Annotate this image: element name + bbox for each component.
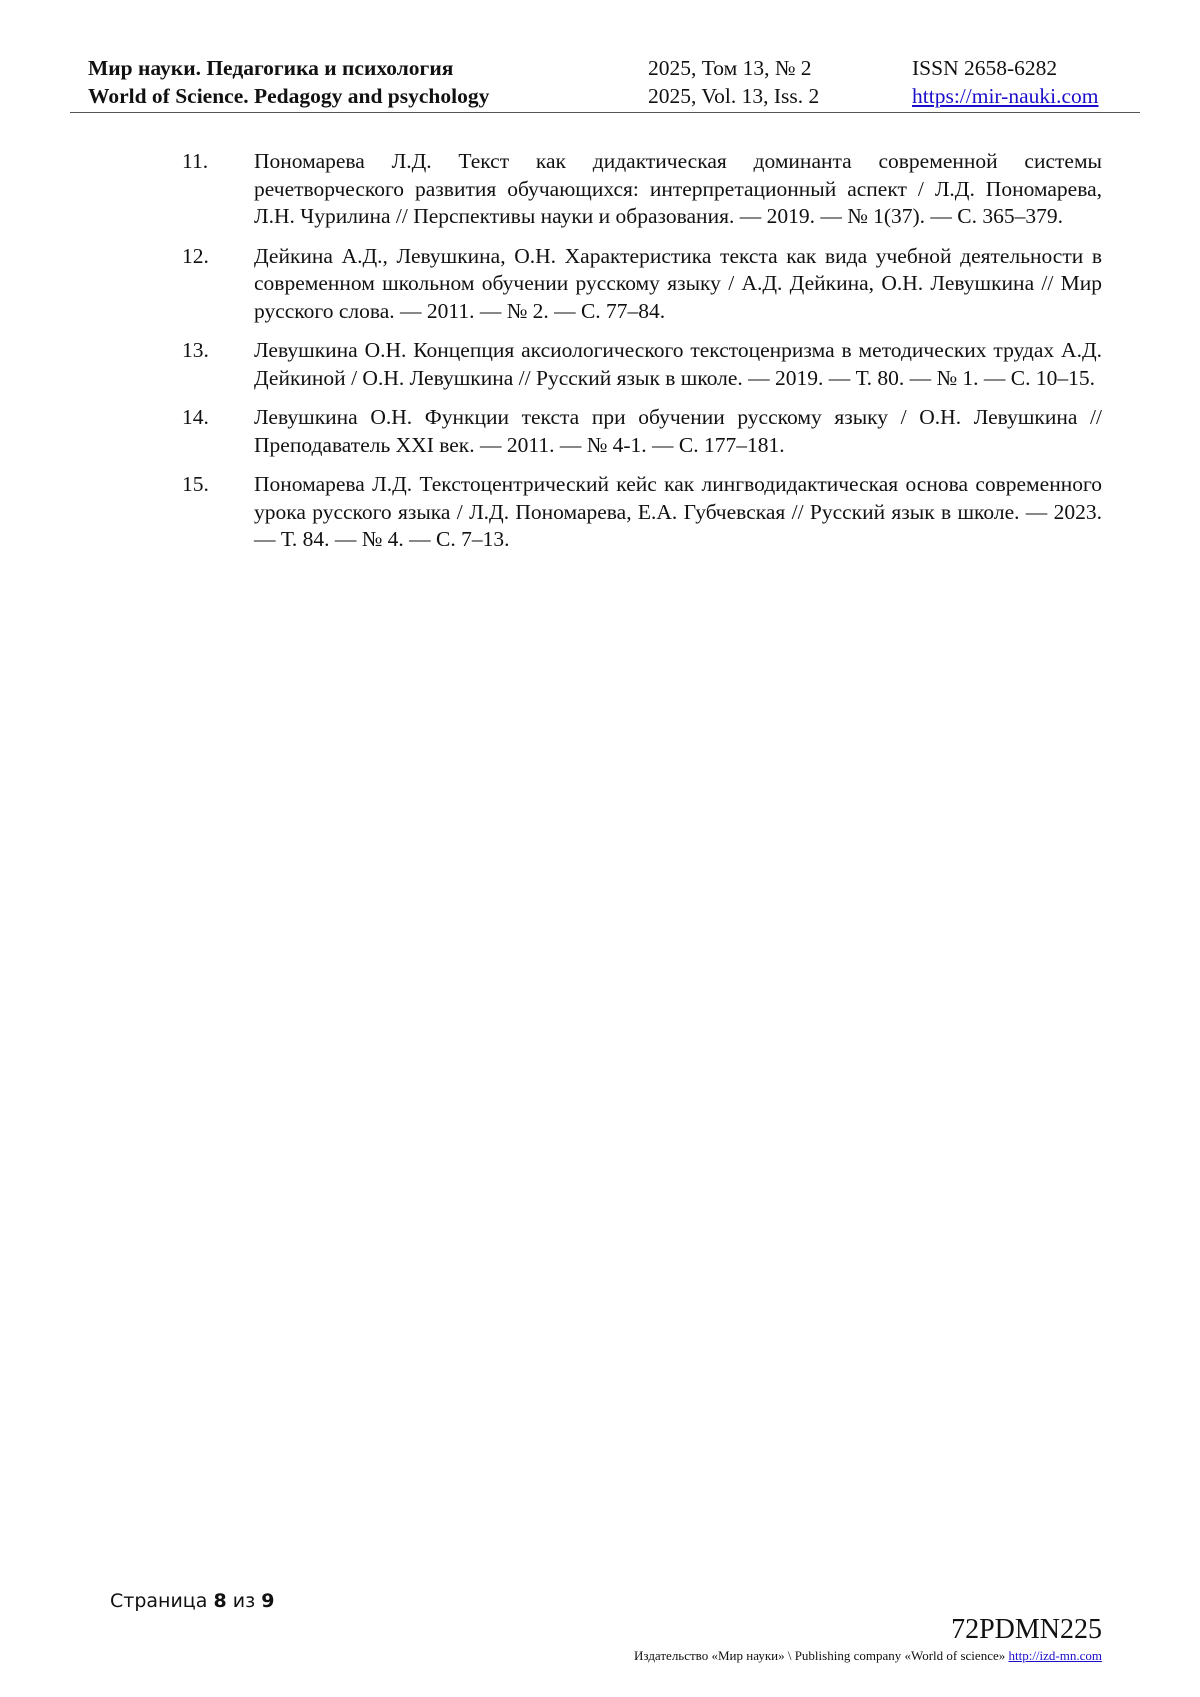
document-code: 72PDMN225 <box>951 1614 1102 1645</box>
issue-info-ru: 2025, Том 13, № 2 <box>648 56 812 80</box>
publisher-text: Издательство «Мир науки» \ Publishing company «World of science» <box>634 1648 1006 1663</box>
journal-title-en: World of Science. Pedagogy and psychology <box>88 84 490 108</box>
reference-item <box>182 148 1102 231</box>
page-total: 9 <box>261 1590 275 1612</box>
reference-number: 15. <box>182 472 209 496</box>
issue-info-block <box>648 54 819 110</box>
reference-number: 14. <box>182 405 209 429</box>
page-current: 8 <box>213 1590 227 1612</box>
reference-item <box>182 404 1102 459</box>
reference-text: Пономарева Л.Д. Текст как дидактическая доминанта современной системы речетворческого развития обучающихся: интерпретационный аспект / Л.Д. Пономарева, Л.Н. Чурилина // Перспективы науки и образования. — 2019. — № 1(37). — С. 365–379. <box>254 149 1102 228</box>
reference-number: 12. <box>182 243 209 268</box>
reference-text: Дейкина А.Д., Левушкина, О.Н. Характеристика текста как вида учебной деятельности в современном школьном обучении русскому языку / А.Д. Дейкина, О.Н. Левушкина // Мир русского слова. — 2011. — № 2. — С. 77–84. <box>254 243 1102 323</box>
issue-info-en: 2025, Vol. 13, Iss. 2 <box>648 84 820 108</box>
reference-item <box>182 243 1102 326</box>
reference-text: Левушкина О.Н. Функции текста при обучении русскому языку / О.Н. Левушкина // Преподаватель XXI век. — 2011. — № 4-1. — С. 177–181. <box>254 405 1102 457</box>
reference-item <box>182 337 1102 392</box>
page-header <box>70 50 1140 113</box>
journal-title-ru: Мир науки. Педагогика и психология <box>88 56 454 80</box>
page-of: из <box>232 1590 256 1612</box>
journal-title-block <box>88 54 489 110</box>
reference-number: 11. <box>182 149 209 173</box>
reference-item <box>182 471 1102 554</box>
reference-number: 13. <box>182 338 209 362</box>
publisher-line <box>634 1648 1102 1664</box>
issn-block <box>912 54 1098 110</box>
reference-text: Левушкина О.Н. Концепция аксиологического текстоценризма в методических трудах А.Д. Дейкиной / О.Н. Левушкина // Русский язык в школе. — 2019. — Т. 80. — № 1. — С. 10–15. <box>254 338 1102 390</box>
reference-text: Пономарева Л.Д. Текстоцентрический кейс как лингводидактическая основа современного урока русского языка / Л.Д. Пономарева, Е.А. Губчевская // Русский язык в школе. — 2023. — Т. 84. — № 4. — С. 7–13. <box>254 472 1102 551</box>
issn-number: ISSN 2658-6282 <box>912 56 1058 80</box>
page-counter <box>110 1590 274 1612</box>
publisher-url-link[interactable]: http://izd-mn.com <box>1008 1648 1102 1663</box>
journal-url-link[interactable]: https://mir-nauki.com <box>912 84 1099 108</box>
page-label: Страница <box>110 1590 208 1612</box>
reference-list <box>182 148 1102 566</box>
